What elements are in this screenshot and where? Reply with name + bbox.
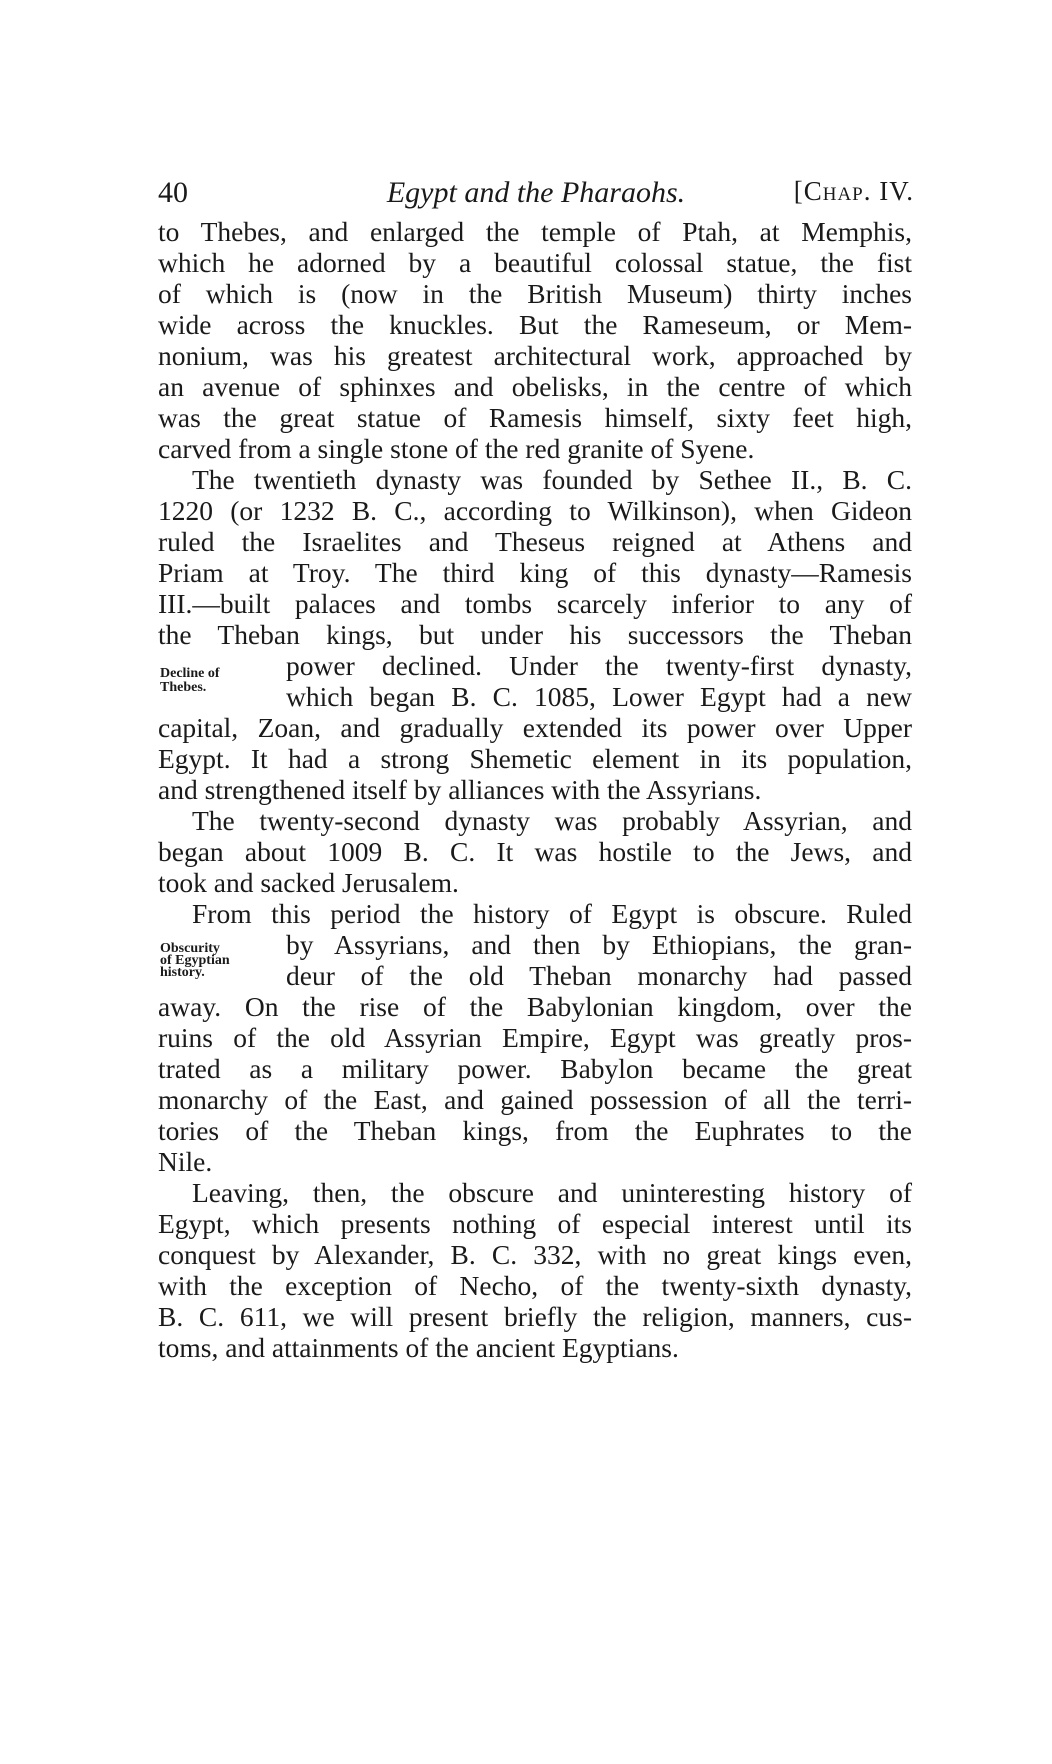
page-number: 40 [158, 176, 188, 209]
text-line: B. C. 611, we will present briefly the religion, manners, cus- [158, 1301, 912, 1332]
text-line: 1220 (or 1232 B. C., according to Wilkinson), when Gideon [158, 495, 912, 526]
text-line: carved from a single stone of the red granite of Syene. [158, 433, 755, 464]
text-line: From this period the history of Egypt is obscure. Ruled [192, 898, 912, 929]
text-line: nonium, was his greatest architectural work, approached by [158, 340, 912, 371]
text-line: by Assyrians, and then by Ethiopians, the gran- [286, 929, 912, 960]
text-line: was the great statue of Ramesis himself, sixty feet high, [158, 402, 912, 433]
sidenote-line: Thebes. [160, 680, 207, 695]
text-line: Egypt, which presents nothing of especial interest until its [158, 1208, 912, 1239]
text-line: to Thebes, and enlarged the temple of Ptah, at Memphis, [158, 216, 912, 247]
text-line: away. On the rise of the Babylonian kingdom, over the [158, 991, 912, 1022]
text-line: ruins of the old Assyrian Empire, Egypt was greatly pros- [158, 1022, 912, 1053]
text-line: and strengthened itself by alliances with the Assyrians. [158, 774, 762, 805]
text-line: deur of the old Theban monarchy had passed [286, 960, 912, 991]
text-line: the Theban kings, but under his successors the Theban [158, 619, 912, 650]
text-line: The twentieth dynasty was founded by Sethee II., B. C. [192, 464, 912, 495]
text-line: conquest by Alexander, B. C. 332, with no great kings even, [158, 1239, 912, 1270]
text-line: Egypt. It had a strong Shemetic element in its population, [158, 743, 912, 774]
text-line: which began B. C. 1085, Lower Egypt had a new [286, 681, 912, 712]
text-line: took and sacked Jerusalem. [158, 867, 459, 898]
text-line: an avenue of sphinxes and obelisks, in the centre of which [158, 371, 912, 402]
sidenote-line: of Egyptian [160, 953, 230, 968]
page-header [158, 176, 914, 220]
sidenote-line: Obscurity [160, 941, 220, 956]
text-line: trated as a military power. Babylon became the great [158, 1053, 912, 1084]
text-line: power declined. Under the twenty-first dynasty, [286, 650, 912, 681]
text-line: tories of the Theban kings, from the Euphrates to the [158, 1115, 912, 1146]
text-line: monarchy of the East, and gained possession of all the terri- [158, 1084, 912, 1115]
text-line: began about 1009 B. C. It was hostile to the Jews, and [158, 836, 912, 867]
text-line: Leaving, then, the obscure and uninteresting history of [192, 1177, 912, 1208]
text-line: Nile. [158, 1146, 213, 1177]
text-line: The twenty-second dynasty was probably Assyrian, and [192, 805, 912, 836]
sidenote-line: history. [160, 965, 205, 980]
text-line: with the exception of Necho, of the twenty-sixth dynasty, [158, 1270, 912, 1301]
text-line: ruled the Israelites and Theseus reigned at Athens and [158, 526, 912, 557]
text-line: Priam at Troy. The third king of this dynasty—Ramesis [158, 557, 912, 588]
text-line: wide across the knuckles. But the Rameseum, or Mem- [158, 309, 912, 340]
text-line: III.—built palaces and tombs scarcely inferior to any of [158, 588, 912, 619]
text-line: capital, Zoan, and gradually extended its power over Upper [158, 712, 912, 743]
sidenote-line: Decline of [160, 666, 220, 681]
chapter-reference: [Chap. IV. [793, 176, 914, 206]
running-title: Egypt and the Pharaohs. [386, 176, 686, 209]
sidenote-obscurity-of-history [160, 943, 280, 979]
text-line: which he adorned by a beautiful colossal statue, the fist [158, 247, 912, 278]
text-line: of which is (now in the British Museum) thirty inches [158, 278, 912, 309]
text-line: toms, and attainments of the ancient Egyptians. [158, 1332, 679, 1363]
sidenote-decline-of-thebes [160, 667, 280, 695]
